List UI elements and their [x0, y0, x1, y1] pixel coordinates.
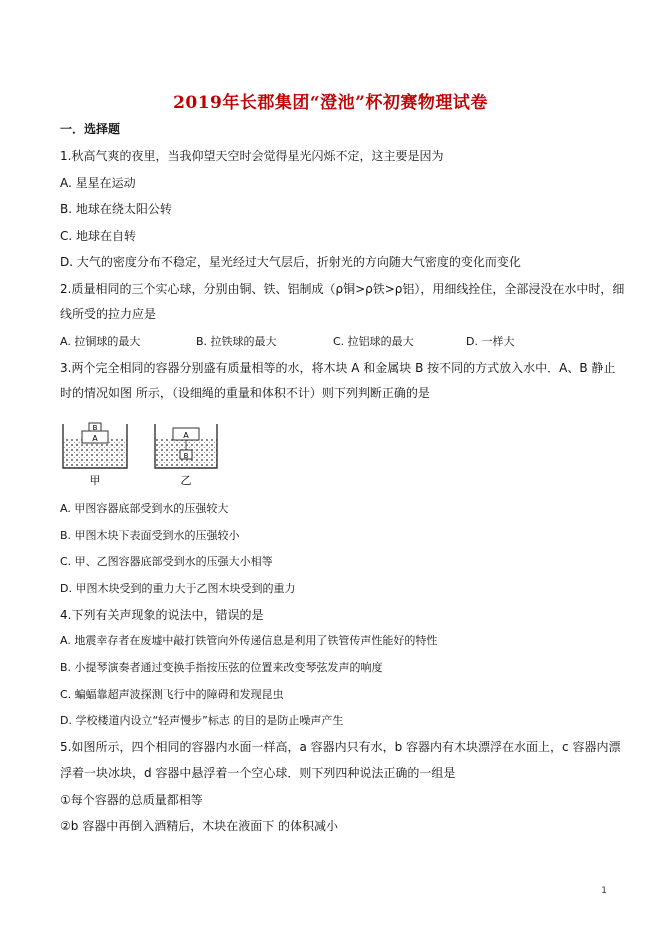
label-b-jia: B [92, 424, 98, 432]
q4-stem: 4.下列有关声现象的说法中，错误的是 [60, 608, 264, 622]
q1-option-c: C. 地球在自转 [60, 229, 137, 243]
q5-item-2: ②b 容器中再倒入酒精后，木块在液面下 的体积减小 [60, 819, 339, 833]
q3-option-d: D. 甲图木块受到的重力大于乙图木块受到的重力 [60, 582, 296, 595]
q3-option-a: A. 甲图容器底部受到水的压强较大 [60, 502, 229, 515]
figure-label-yi: 乙 [180, 474, 192, 487]
q5-stem-line1: 5.如图所示，四个相同的容器内水面一样高，a 容器内只有水，b 容器内有木块漂浮在水面上，c 容器内漂 [60, 740, 621, 754]
q4-option-c: C. 蝙蝠靠超声波探测飞行中的障碍和发现昆虫 [60, 688, 284, 701]
q2-option-c: C. 拉铝球的最大 [333, 335, 414, 348]
q2-option-a: A. 拉铜球的最大 [60, 335, 141, 348]
section-heading: 一．选择题 [60, 122, 121, 136]
label-b-yi: B [183, 452, 189, 460]
q2-stem-line2: 线所受的拉力应是 [60, 307, 157, 321]
q2-stem-line1: 2.质量相同的三个实心球，分别由铜、铁、铝制成（ρ铜>ρ铁>ρ铝），用细线拴住，全部浸没在水中时，细 [60, 282, 625, 296]
figure-label-jia: 甲 [89, 474, 101, 487]
q1-option-b: B. 地球在绕太阳公转 [60, 202, 172, 216]
q5-item-1: ①每个容器的总质量都相等 [60, 793, 203, 807]
q5-stem-line2: 浮着一块冰块，d 容器中悬浮着一个空心球．则下列四种说法正确的一组是 [60, 766, 456, 780]
q3-option-b: B. 甲图木块下表面受到水的压强较小 [60, 529, 240, 542]
q4-option-b: B. 小提琴演奏者通过变换手指按压弦的位置来改变琴弦发声的响度 [60, 661, 383, 674]
q4-option-d: D. 学校楼道内设立“轻声慢步”标志 的目的是防止噪声产生 [60, 714, 344, 727]
page-title: 2019年长郡集团“澄池”杯初赛物理试卷 [173, 93, 488, 113]
label-a-jia: A [92, 434, 98, 443]
label-a-yi: A [183, 431, 189, 440]
q1-stem: 1.秋高气爽的夜里，当我仰望天空时会觉得星光闪烁不定，这主要是因为 [60, 149, 444, 163]
q4-option-a: A. 地震幸存者在废墟中敲打铁管向外传递信息是利用了铁管传声性能好的特性 [60, 634, 438, 647]
container-jia [63, 423, 127, 468]
q2-option-b: B. 拉铁球的最大 [196, 335, 277, 348]
q1-option-d: D. 大气的密度分布不稳定，星光经过大气层后，折射光的方向随大气密度的变化而变化 [60, 255, 521, 269]
page-number: 1 [601, 886, 607, 896]
q3-figure [60, 418, 220, 488]
container-yi [155, 424, 217, 468]
q3-stem-line1: 3.两个完全相同的容器分别盛有质量相等的水，将木块 A 和金属块 B 按不同的方式放入水中．A、B 静止 [60, 361, 616, 375]
q2-option-d: D. 一样大 [466, 335, 515, 348]
q3-option-c: C. 甲、乙图容器底部受到水的压强大小相等 [60, 555, 273, 568]
q3-stem-line2: 时的情况如图 所示，（设细绳的重量和体积不计）则下列判断正确的是 [60, 386, 430, 400]
q1-option-a: A. 星星在运动 [60, 176, 136, 190]
